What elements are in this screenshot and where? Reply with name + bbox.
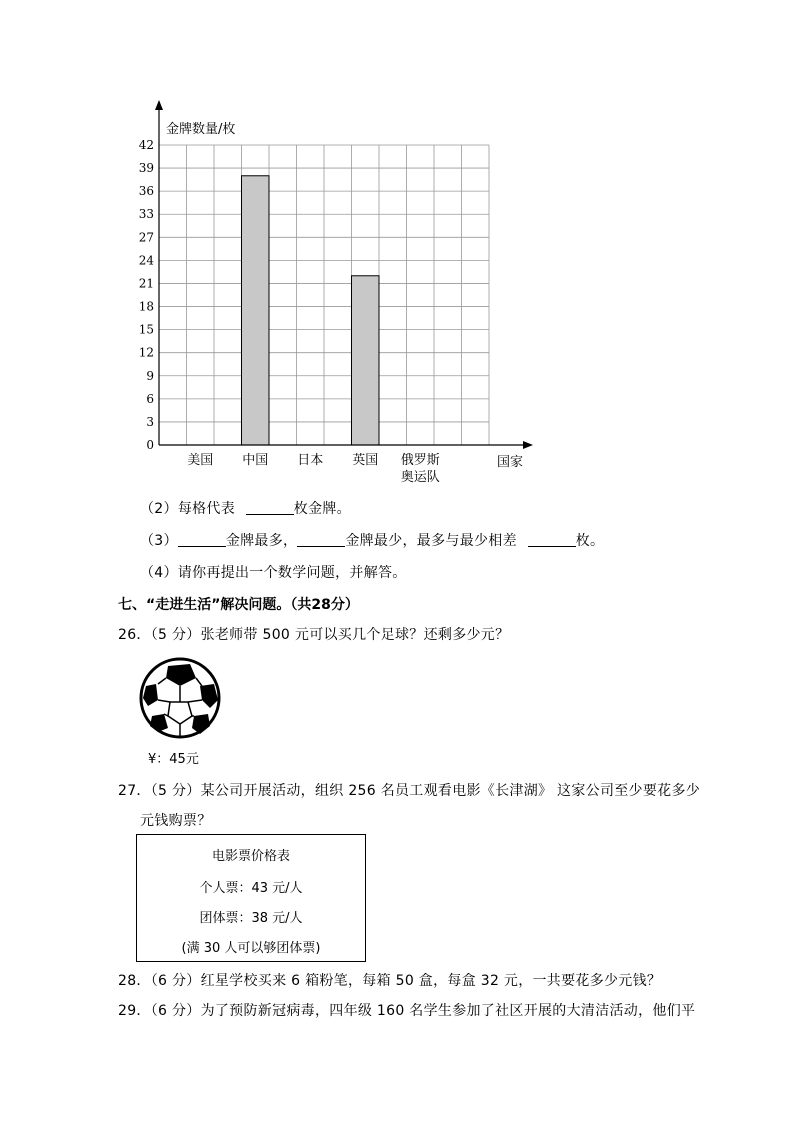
ball-price: ¥：45元 xyxy=(148,752,199,767)
question-26: 26．（5 分）张老师带 500 元可以买几个足球？还剩多少元？ xyxy=(118,627,510,643)
y-tick-label: 3 xyxy=(146,414,154,429)
question-2-text: 每格代表 xyxy=(177,501,236,517)
ticket-group-note: (满 30 人可以够团体票) xyxy=(181,941,321,956)
category-label: 美国 xyxy=(187,453,214,468)
question-27-line-1: 27．（5 分）某公司开展活动，组织 256 名员工观看电影《长津湖》 这家公司至少要花多少 xyxy=(118,783,701,799)
x-axis-arrow xyxy=(523,441,533,449)
y-tick-label: 0 xyxy=(146,438,154,452)
y-tick-label: 36 xyxy=(138,184,154,199)
y-tick-label: 39 xyxy=(138,161,154,176)
y-tick-label: 27 xyxy=(138,230,154,245)
y-tick-label: 9 xyxy=(146,368,154,383)
soccer-ball-image xyxy=(138,656,222,740)
question-3 xyxy=(140,530,604,550)
gold-medal-bar-chart xyxy=(0,0,794,500)
answer-blank[interactable] xyxy=(297,532,345,547)
chart-axes xyxy=(155,100,533,449)
ticket-table-title: 电影票价格表 xyxy=(211,849,290,864)
section-7-heading: 七、“走进生活”解决问题。（共28分） xyxy=(118,597,359,613)
category-label: 俄罗斯 xyxy=(400,453,440,468)
ticket-group-price: 团体票：38 元/人 xyxy=(199,911,303,926)
y-tick-label: 24 xyxy=(138,253,154,268)
category-label: 日本 xyxy=(297,453,324,468)
y-axis-label: 金牌数量/枚 xyxy=(166,122,236,137)
y-tick-label: 6 xyxy=(146,391,154,406)
bar-3 xyxy=(352,276,380,445)
category-label: 奥运队 xyxy=(400,470,440,485)
question-28: 28．（6 分）红星学校买来 6 箱粉笔，每箱 50 盒，每盒 32 元，一共要花多少元钱？ xyxy=(118,973,662,989)
y-tick-labels xyxy=(139,138,155,452)
ticket-individual-price: 个人票：43 元/人 xyxy=(199,881,303,896)
question-3-suffix: 枚。 xyxy=(575,533,605,549)
answer-blank[interactable] xyxy=(178,532,226,547)
y-tick-label: 15 xyxy=(138,322,154,337)
question-3-number: （3） xyxy=(140,533,178,549)
y-tick-label: 18 xyxy=(138,299,154,314)
category-label: 中国 xyxy=(242,453,269,468)
y-tick-label: 12 xyxy=(138,345,154,360)
question-27-line-2: 元钱购票？ xyxy=(140,813,212,829)
y-tick-label: 21 xyxy=(138,276,154,291)
category-labels xyxy=(187,452,440,485)
question-3-text-a: 金牌最多， xyxy=(225,533,298,549)
chart-grid xyxy=(159,145,489,445)
y-axis-arrow xyxy=(155,100,163,110)
bar-1 xyxy=(242,176,270,445)
ticket-price-table xyxy=(136,834,366,962)
y-tick-label: 33 xyxy=(138,207,154,222)
question-2-suffix: 枚金牌。 xyxy=(293,501,351,517)
y-tick-label: 42 xyxy=(138,138,154,152)
answer-blank[interactable] xyxy=(528,532,576,547)
question-3-text-b: 金牌最少，最多与最少相差 xyxy=(345,533,517,549)
question-29: 29．（6 分）为了预防新冠病毒，四年级 160 名学生参加了社区开展的大清洁活动，他们平 xyxy=(118,1003,696,1019)
x-axis-label: 国家 xyxy=(497,455,524,470)
question-4: （4）请你再提出一个数学问题，并解答。 xyxy=(140,565,407,581)
category-label: 英国 xyxy=(352,453,379,468)
answer-blank[interactable] xyxy=(246,500,294,515)
question-2 xyxy=(140,498,351,518)
question-2-number: （2） xyxy=(140,501,178,517)
chart-bars xyxy=(242,176,380,445)
